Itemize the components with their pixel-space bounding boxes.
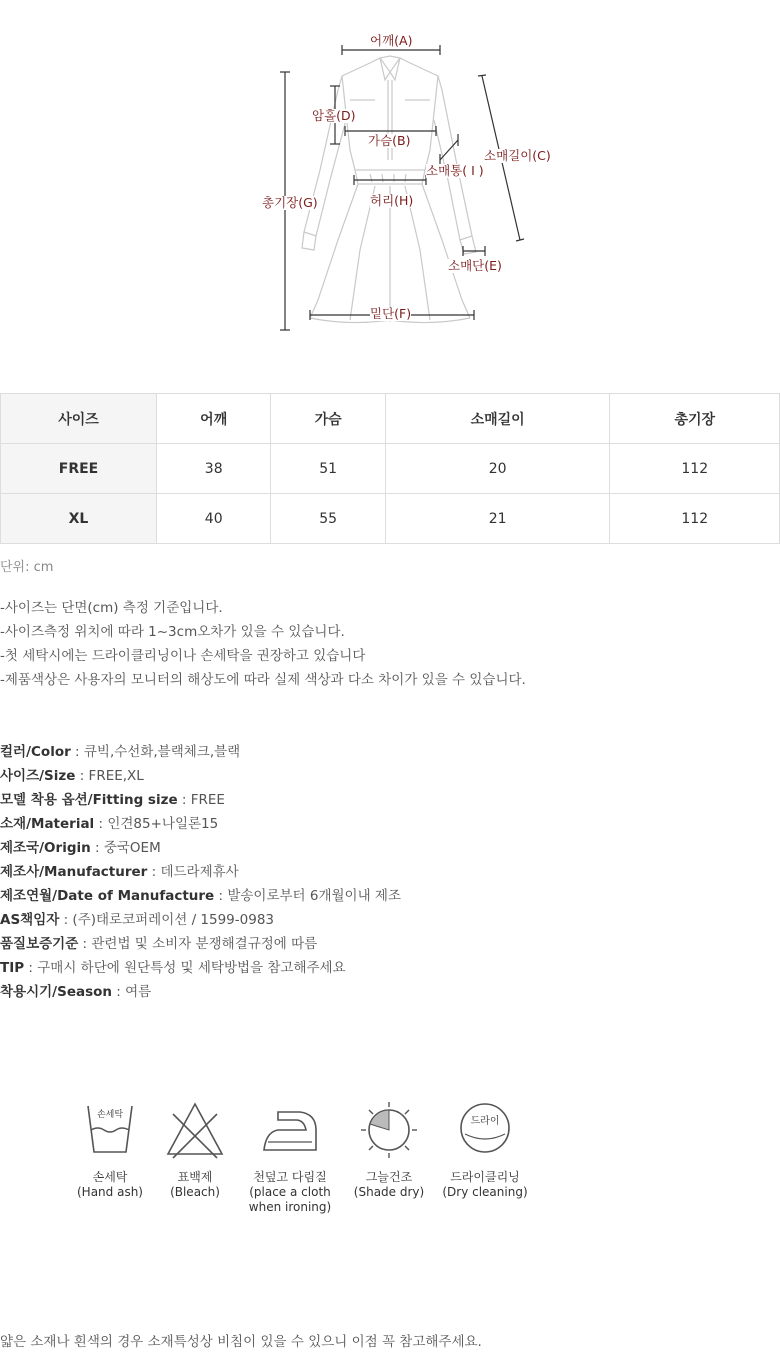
care-no-bleach (140, 1100, 250, 1200)
spec-value: : 큐빅,수선화,블랙체크,블랙 (70, 744, 241, 760)
product-specs (0, 740, 401, 1004)
table-header: 가슴 (271, 394, 385, 444)
care-label: 표백제 (177, 1170, 213, 1184)
care-label: 천덮고 다림질 (253, 1170, 327, 1184)
spec-value: : 중국OEM (90, 840, 161, 856)
label-total-length: 총기장(G) (262, 195, 318, 210)
care-sub-label: (Dry cleaning) (442, 1185, 528, 1199)
care-sub-label: (Hand ash) (77, 1185, 143, 1199)
spec-row (0, 884, 401, 908)
note-line: -사이즈측정 위치에 따라 1~3cm오차가 있을 수 있습니다. (0, 624, 345, 640)
spec-row (0, 788, 401, 812)
label-chest: 가슴(B) (368, 133, 411, 148)
table-cell: 21 (385, 494, 610, 544)
care-sub-label: (Shade dry) (353, 1185, 425, 1199)
label-sleeve-length: 소매길이(C) (484, 148, 551, 163)
label-cuff: 소매단(E) (448, 258, 502, 273)
spec-value: : FREE,XL (75, 768, 144, 784)
spec-value: : 구매시 하단에 원단특성 및 세탁방법을 참고해주세요 (24, 960, 346, 976)
spec-row (0, 980, 401, 1004)
no-bleach-icon (165, 1100, 225, 1160)
care-label: 드라이클리닝 (450, 1170, 520, 1184)
table-header: 사이즈 (1, 394, 157, 444)
spec-value: : 관련법 및 소비자 분쟁해결규정에 따름 (78, 936, 318, 952)
spec-key: 모델 착용 옵션/Fitting size (0, 792, 178, 808)
table-header-row (1, 394, 780, 444)
spec-row (0, 860, 401, 884)
table-header: 소매길이 (385, 394, 610, 444)
size-table (0, 393, 780, 544)
spec-value: : 여름 (112, 984, 152, 1000)
iron-icon (260, 1100, 320, 1160)
table-cell: XL (1, 494, 157, 544)
measurement-diagram (190, 0, 590, 368)
table-cell: 112 (610, 494, 780, 544)
spec-row (0, 740, 401, 764)
care-dry-clean (430, 1100, 540, 1200)
unit-label: 단위: cm (0, 560, 54, 575)
hand-wash-icon (80, 1100, 140, 1160)
spec-value: : FREE (177, 792, 225, 808)
label-waist: 허리(H) (370, 193, 414, 208)
care-sub-label: (Bleach) (170, 1185, 220, 1199)
spec-key: TIP (0, 960, 25, 976)
care-sub-label-2: when ironing) (248, 1200, 332, 1214)
table-cell: 112 (610, 444, 780, 494)
spec-row (0, 764, 401, 788)
care-label: 그늘건조 (365, 1170, 413, 1184)
spec-value: : (주)태로코퍼레이션 / 1599-0983 (59, 912, 275, 928)
care-label: 손세탁 (92, 1170, 128, 1184)
spec-key: 착용시기/Season (0, 984, 113, 1000)
spec-key: 제조국/Origin (0, 840, 91, 856)
spec-key: 제조연월/Date of Manufacture (0, 888, 215, 904)
footer-note: 얇은 소재나 흰색의 경우 소재특성상 비침이 있을 수 있으니 이점 꼭 참고해주세요. (0, 1334, 482, 1350)
table-header: 총기장 (610, 394, 780, 444)
hand-wash-icon-text: 손세탁 (96, 1110, 124, 1120)
spec-key: 컬러/Color (0, 744, 71, 760)
spec-value: : 데드라제휴사 (147, 864, 239, 880)
table-cell: 40 (157, 494, 271, 544)
spec-row (0, 908, 401, 932)
size-notes (0, 596, 526, 692)
table-cell: FREE (1, 444, 157, 494)
spec-key: 제조사/Manufacturer (0, 864, 148, 880)
note-line: -제품색상은 사용자의 모니터의 해상도에 따라 실제 색상과 다소 차이가 있을 수 있습니다. (0, 672, 526, 688)
table-cell: 51 (271, 444, 385, 494)
note-line: -사이즈는 단면(cm) 측정 기준입니다. (0, 600, 223, 616)
table-row (1, 494, 780, 544)
table-cell: 38 (157, 444, 271, 494)
note-line: -첫 세탁시에는 드라이클리닝이나 손세탁을 권장하고 있습니다 (0, 648, 366, 664)
spec-key: 소재/Material (0, 816, 95, 832)
spec-key: AS책임자 (0, 912, 60, 928)
table-cell: 20 (385, 444, 610, 494)
label-hem: 밑단(F) (370, 306, 412, 321)
dry-clean-icon (455, 1100, 515, 1160)
shade-dry-icon (359, 1100, 419, 1160)
label-shoulder: 어깨(A) (370, 33, 413, 48)
spec-row (0, 812, 401, 836)
spec-value: : 인견85+나일론15 (94, 816, 219, 832)
spec-key: 사이즈/Size (0, 768, 76, 784)
table-cell: 55 (271, 494, 385, 544)
spec-key: 품질보증기준 (0, 936, 79, 952)
dry-clean-icon-text: 드라이 (470, 1116, 500, 1127)
care-shade-dry (334, 1100, 444, 1200)
label-armhole: 암홀(D) (312, 108, 356, 123)
care-sub-label: (place a cloth (249, 1185, 331, 1199)
spec-row (0, 836, 401, 860)
label-sleeve-width: 소매통( I ) (426, 163, 484, 178)
spec-row (0, 956, 401, 980)
table-header: 어깨 (157, 394, 271, 444)
spec-row (0, 932, 401, 956)
care-iron (235, 1100, 345, 1215)
table-row (1, 444, 780, 494)
spec-value: : 발송이로부터 6개월이내 제조 (214, 888, 401, 904)
